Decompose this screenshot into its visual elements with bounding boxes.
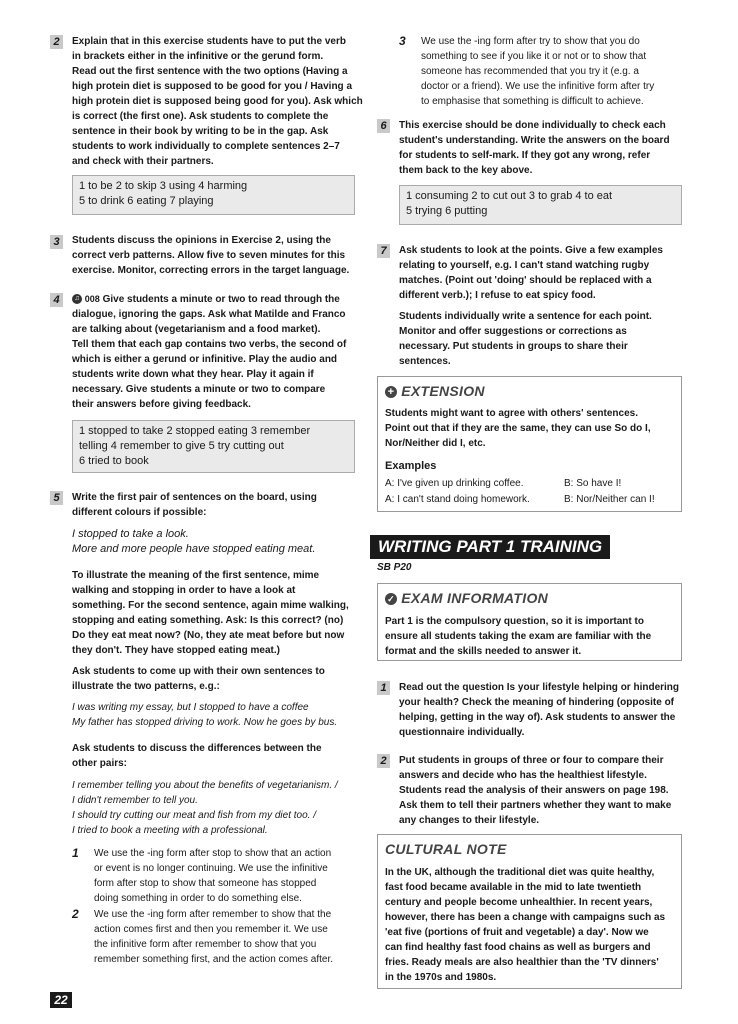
text-line: Ask them to tell their partners whether they want to make <box>399 800 672 811</box>
text-line: stopping and eating something. Ask: Is this correct? (no) <box>72 615 344 626</box>
sub-number: 3 <box>399 34 406 48</box>
writing-item2-text <box>399 753 699 828</box>
answer-line: 1 consuming 2 to cut out 3 to grab 4 to eat <box>406 190 613 202</box>
text-line: sentences. <box>399 356 451 367</box>
text-line: other pairs: <box>72 758 128 769</box>
text-line: Ask students to discuss the differences between the <box>72 743 322 754</box>
text-line: ensure all students taking the exam are familiar with the <box>385 631 652 642</box>
text-line: Write the first pair of sentences on the board, using <box>72 492 317 503</box>
audio-track: 008 <box>84 294 100 304</box>
audio-icon: ♫ <box>72 294 82 304</box>
text-line: We use the -ing form after stop to show that an action <box>94 848 332 859</box>
item-number: 6 <box>377 119 390 133</box>
item2-text <box>72 34 372 169</box>
text-line: sentence in their book by writing to be in the gap. Ask <box>72 126 329 137</box>
text-line: Students individually write a sentence for each point. <box>399 311 652 322</box>
text-line: however, there has been a change with campaigns such as <box>385 912 666 923</box>
answer-line: 1 to be 2 to skip 3 using 4 harming <box>79 180 248 192</box>
text-line: doing something in order to do something else. <box>94 893 302 904</box>
sub-number: 1 <box>72 846 79 860</box>
answer-line: 5 to drink 6 eating 7 playing <box>79 195 214 207</box>
extension-text <box>385 406 680 451</box>
text-line: in the 1970s and 1980s. <box>385 972 497 983</box>
example-b2: B: Nor/Neither can I! <box>564 494 655 505</box>
text-line: answers and decide who has the healthiest lifestyle. <box>399 770 647 781</box>
text-line: any changes to their lifestyle. <box>399 815 540 826</box>
cultural-note-text <box>385 865 680 985</box>
exam-info-title: EXAM INFORMATION <box>401 590 549 606</box>
answer-key-box <box>72 420 355 473</box>
sub-point-text <box>94 846 374 906</box>
page-number: 22 <box>50 992 72 1008</box>
exam-info-box <box>377 583 682 661</box>
writing-item1-text <box>399 680 699 740</box>
text-line <box>72 292 372 307</box>
text-line: Students might want to agree with others' sentences. <box>385 408 638 419</box>
sub-point-text <box>94 907 374 967</box>
example-sentences <box>72 778 372 838</box>
answer-line: 5 trying 6 putting <box>406 205 488 217</box>
exam-info-heading <box>385 590 548 606</box>
text-line: relating to yourself, e.g. I can't stand watching rugby <box>399 260 650 271</box>
text-line: format and the skills needed to answer it. <box>385 646 582 657</box>
example-a2: A: I can't stand doing homework. <box>385 494 530 505</box>
item-number: 3 <box>50 235 63 249</box>
text-line: Tell them that each gap contains two verbs, the second of <box>72 339 347 350</box>
text-line: students write down what they hear. Play it again if <box>72 369 314 380</box>
text-line: questionnaire individually. <box>399 727 525 738</box>
text-line: students to work individually to complete sentences 2–7 <box>72 141 340 152</box>
text-line: are talking about (vegetarianism and a food market). <box>72 324 321 335</box>
text-line: them back to the key above. <box>399 165 533 176</box>
text-line: can find healthy fast food chains as well as burgers and <box>385 942 651 953</box>
text-line: fast food became available in the mid to late twentieth <box>385 882 642 893</box>
text-line: illustrate the two patterns, e.g.: <box>72 681 220 692</box>
student-book-reference: SB P20 <box>377 562 412 573</box>
text-line: Students read the analysis of their answers on page 198. <box>399 785 669 796</box>
item7-text <box>399 243 699 303</box>
sub-number: 2 <box>72 907 79 921</box>
item-number: 5 <box>50 491 63 505</box>
text-line: dialogue, ignoring the gaps. Ask what Matilde and Franco <box>72 309 346 320</box>
text-line: different colours if possible: <box>72 507 207 518</box>
text-line: different verb.); I refuse to eat spicy food. <box>399 290 596 301</box>
text-line: Part 1 is the compulsory question, so it is important to <box>385 616 644 627</box>
text-line: We use the -ing form after try to show that you do <box>421 36 640 47</box>
example-line: I should try cutting our meat and fish from my diet too. / <box>72 810 316 821</box>
item-number: 4 <box>50 293 63 307</box>
example-sentences <box>72 700 372 730</box>
text-line: To illustrate the meaning of the first sentence, mime <box>72 570 320 581</box>
text-line: which is either a gerund or infinitive. Play the audio and <box>72 354 338 365</box>
text-line: fries. Ready meals are also healthier than the 'TV dinners' <box>385 957 659 968</box>
text-line: something to see if you like it or not or to show that <box>421 51 647 62</box>
answer-line: telling 4 remember to give 5 try cutting out <box>79 440 284 452</box>
example-line: I was writing my essay, but I stopped to have a coffee <box>72 702 309 713</box>
text-line: Read out the first sentence with the two options (Having a <box>72 66 348 77</box>
extension-title: EXTENSION <box>401 383 485 399</box>
example-line: My father has stopped driving to work. Now he goes by bus. <box>72 717 338 728</box>
text-line: someone has recommended that you try it (e.g. a <box>421 66 639 77</box>
text-line: Read out the question Is your lifestyle helping or hindering <box>399 682 680 693</box>
cultural-note-title: CULTURAL NOTE <box>385 841 507 857</box>
sub-point-text <box>421 34 701 109</box>
text-line: Point out that if they are the same, they can use So do I, <box>385 423 651 434</box>
text-line: the infinitive form after remember to show that you <box>94 939 317 950</box>
text-line: high protein diet is supposed being good for you). Ask which <box>72 96 363 107</box>
item7-text-2 <box>399 309 699 369</box>
text-line: doctor or a friend). We use the infinitive form after try <box>421 81 655 92</box>
extension-heading <box>385 383 485 399</box>
text-line: your health? Check the meaning of hindering (opposite of <box>399 697 675 708</box>
section-banner: WRITING PART 1 TRAINING <box>370 535 610 559</box>
answer-key-box <box>399 185 682 225</box>
text-line: to emphasise that something is difficult to achieve. <box>421 96 644 107</box>
item-number: 2 <box>50 35 63 49</box>
plus-circle-icon: + <box>385 386 397 398</box>
example-line: I remember telling you about the benefits of vegetarianism. / <box>72 780 338 791</box>
item5-instruction <box>72 664 372 694</box>
text-line: In the UK, although the traditional diet was quite healthy, <box>385 867 655 878</box>
text-line: This exercise should be done individually to check each <box>399 120 666 131</box>
examples-heading: Examples <box>385 460 437 472</box>
text-line: exercise. Monitor, correcting errors in the target language. <box>72 265 350 276</box>
item5-explanation <box>72 568 372 658</box>
text-line: helping, getting in the way of). Ask students to answer the <box>399 712 676 723</box>
item3-text <box>72 233 372 278</box>
extension-box <box>377 376 682 512</box>
text-span: Give students a minute or two to read through the <box>102 294 340 305</box>
example-line: I didn't remember to tell you. <box>72 795 198 806</box>
answer-key-box <box>72 175 355 215</box>
text-line: Monitor and offer suggestions or corrections as <box>399 326 627 337</box>
text-line: action comes first and then you remember it. We use <box>94 924 328 935</box>
text-line: their answers before giving feedback. <box>72 399 251 410</box>
text-line: matches. (Point out 'doing' should be replaced with a <box>399 275 652 286</box>
item-number: 7 <box>377 244 390 258</box>
item-number: 2 <box>377 754 390 768</box>
example-b1: B: So have I! <box>564 478 622 489</box>
text-line: Do they eat meat now? (No, they ate meat before but now <box>72 630 345 641</box>
text-line: form after stop to show that someone has stopped <box>94 878 317 889</box>
item4-text <box>72 292 372 412</box>
exam-info-text <box>385 614 680 659</box>
text-line: 'eat five (portions of fruit and vegetable) a day'. Now we <box>385 927 649 938</box>
answer-line: 1 stopped to take 2 stopped eating 3 remember <box>79 425 311 437</box>
text-line: Nor/Neither did I, etc. <box>385 438 486 449</box>
text-line: Explain that in this exercise students have to put the verb <box>72 36 346 47</box>
item5-instruction <box>72 741 372 771</box>
example-a1: A: I've given up drinking coffee. <box>385 478 524 489</box>
item6-text <box>399 118 699 178</box>
text-line: We use the -ing form after remember to show that the <box>94 909 332 920</box>
example-line: More and more people have stopped eating meat. <box>72 543 316 555</box>
text-line: remember something first, and the action comes after. <box>94 954 333 965</box>
example-line: I stopped to take a look. <box>72 528 189 540</box>
text-line: Put students in groups of three or four to compare their <box>399 755 664 766</box>
cultural-note-box <box>377 834 682 989</box>
item5-text <box>72 490 372 520</box>
text-line: something. For the second sentence, again mime walking, <box>72 600 349 611</box>
text-line: necessary. Put students in groups to share their <box>399 341 628 352</box>
text-line: walking and stopping in order to have a look at <box>72 585 296 596</box>
text-line: correct verb patterns. Allow five to seven minutes for this <box>72 250 346 261</box>
text-line: necessary. Give students a minute or two to compare <box>72 384 326 395</box>
text-line: Ask students to look at the points. Give a few examples <box>399 245 663 256</box>
text-line: in brackets either in the infinitive or the gerund form. <box>72 51 324 62</box>
example-sentences <box>72 527 372 557</box>
text-line: for students to self-mark. If they got any wrong, refer <box>399 150 651 161</box>
text-line: century and people become unhealthier. In recent years, <box>385 897 653 908</box>
example-line: I tried to book a meeting with a professional. <box>72 825 268 836</box>
text-line: Ask students to come up with their own sentences to <box>72 666 325 677</box>
check-circle-icon: ✓ <box>385 593 397 605</box>
text-line: is correct (the first one). Ask students to complete the <box>72 111 329 122</box>
item-number: 1 <box>377 681 390 695</box>
text-line: high protein diet is supposed to be good for you / Having a <box>72 81 353 92</box>
text-line: and check with their partners. <box>72 156 214 167</box>
text-line: they don't. They have stopped eating meat.) <box>72 645 280 656</box>
answer-line: 6 tried to book <box>79 455 149 467</box>
text-line: or event is no longer continuing. We use the infinitive <box>94 863 328 874</box>
text-line: student's understanding. Write the answers on the board <box>399 135 670 146</box>
text-line: Students discuss the opinions in Exercise 2, using the <box>72 235 331 246</box>
